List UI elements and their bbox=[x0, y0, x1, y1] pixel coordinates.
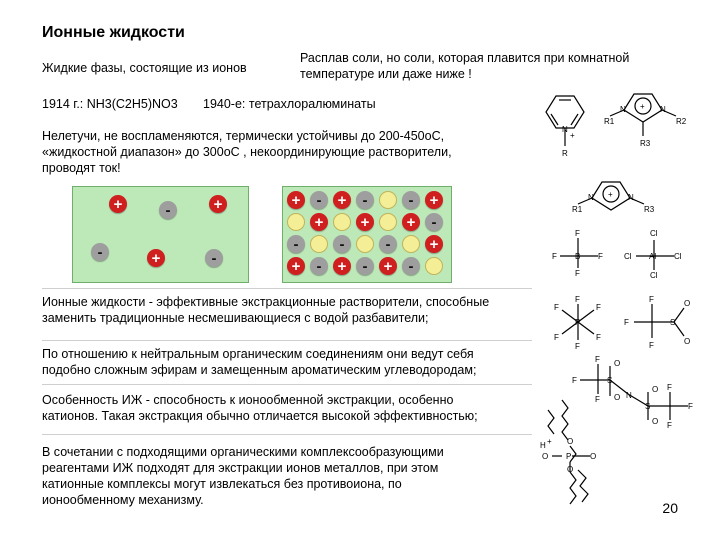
anion-ion: - bbox=[402, 257, 420, 275]
imidazolium-structure-2 bbox=[572, 172, 662, 216]
atom-label: F bbox=[554, 303, 559, 312]
ionic-liquid-panel bbox=[282, 186, 452, 283]
page-number: 20 bbox=[662, 500, 678, 516]
cation-ion: + bbox=[147, 249, 165, 267]
cation-ion: + bbox=[402, 213, 420, 231]
atom-label: N bbox=[562, 125, 568, 134]
atom-label: S bbox=[670, 318, 676, 327]
atom-label: O bbox=[684, 337, 691, 346]
atom-label: N bbox=[660, 105, 666, 114]
paragraph-line: катионные комплексы могут извлекаться без противоиона, по bbox=[42, 477, 402, 491]
atom-label: N bbox=[626, 391, 632, 400]
atom-label: F bbox=[596, 333, 601, 342]
atom-label: Cl bbox=[674, 252, 682, 261]
definition-right bbox=[300, 50, 700, 82]
anion-ion: - bbox=[356, 257, 374, 275]
paragraph-line: По отношению к нейтральным органическим соединениям они ведут себя bbox=[42, 347, 474, 361]
neutral-molecule bbox=[379, 191, 397, 209]
atom-label: P bbox=[575, 318, 581, 327]
substituent-label: R3 bbox=[644, 205, 655, 214]
atom-label: O bbox=[684, 299, 691, 308]
paragraph-line: заменить традиционные несмешивающиеся с водой разбавители; bbox=[42, 311, 429, 325]
atom-label: O bbox=[652, 417, 659, 426]
history-1940: 1940-е: тетрахлоралюминаты bbox=[203, 97, 376, 111]
charge-label: + bbox=[547, 437, 552, 446]
atom-label: F bbox=[596, 303, 601, 312]
neutral-molecule bbox=[356, 235, 374, 253]
neutral-molecule bbox=[379, 213, 397, 231]
cation-ion: + bbox=[287, 257, 305, 275]
extractant-structure bbox=[540, 396, 610, 516]
paragraph-ion-exchange bbox=[42, 392, 542, 424]
cation-ion: + bbox=[425, 235, 443, 253]
atom-label: O bbox=[614, 359, 621, 368]
charge-label: + bbox=[570, 131, 575, 140]
substituent-label: R1 bbox=[572, 205, 583, 214]
anion-ion: - bbox=[402, 191, 420, 209]
history-1914: 1914 г.: NH3(C2H5)NO3 bbox=[42, 97, 178, 111]
anion-ion: - bbox=[333, 235, 351, 253]
atom-label: Cl bbox=[624, 252, 632, 261]
atom-label: B bbox=[575, 252, 581, 261]
atom-label: F bbox=[595, 355, 600, 364]
atom-label: N bbox=[628, 193, 634, 202]
divider bbox=[42, 384, 532, 385]
substituent-label: R3 bbox=[640, 139, 651, 148]
tetrafluoroborate-structure bbox=[552, 228, 612, 278]
anion-ion: - bbox=[425, 213, 443, 231]
definition-right-line-1: Расплав соли, но соли, которая плавится при комнатной bbox=[300, 51, 630, 65]
substituent-label: R2 bbox=[676, 117, 687, 126]
cation-ion: + bbox=[425, 191, 443, 209]
atom-label: F bbox=[575, 295, 580, 304]
cation-ion: + bbox=[109, 195, 127, 213]
neutral-molecule bbox=[310, 235, 328, 253]
atom-label: O bbox=[567, 465, 574, 474]
atom-label: F bbox=[572, 376, 577, 385]
substituent-label: R bbox=[562, 149, 568, 158]
paragraph-line: ионообменному механизму. bbox=[42, 493, 204, 507]
paragraph-line: В сочетании с подходящими органическими комплексообразующими bbox=[42, 445, 444, 459]
properties-line-2: «жидкостной диапазон» до 300oC , некоординирующие растворители, bbox=[42, 145, 452, 159]
atom-label: F bbox=[624, 318, 629, 327]
anion-ion: - bbox=[310, 257, 328, 275]
cation-ion: + bbox=[356, 213, 374, 231]
anion-ion: - bbox=[310, 191, 328, 209]
paragraph-line: Особенность ИЖ - способность к ионообменной экстракции, особенно bbox=[42, 393, 454, 407]
atom-label: N bbox=[588, 193, 594, 202]
paragraph-line: реагентами ИЖ подходят для экстракции ионов металлов, при этом bbox=[42, 461, 439, 475]
cation-ion: + bbox=[333, 191, 351, 209]
neutral-molecule bbox=[425, 257, 443, 275]
definition-right-line-2: температуре или даже ниже ! bbox=[300, 67, 472, 81]
hexafluorophosphate-structure bbox=[548, 294, 612, 350]
atom-label: O bbox=[614, 393, 621, 402]
paragraph-line: подобно сложным эфирам и замещенным ароматическим углеводородам; bbox=[42, 363, 477, 377]
atom-label: F bbox=[554, 333, 559, 342]
cation-ion: + bbox=[379, 257, 397, 275]
neutral-molecule bbox=[402, 235, 420, 253]
atom-label: F bbox=[598, 252, 603, 261]
atom-label: O bbox=[590, 452, 597, 461]
atom-label: Cl bbox=[650, 271, 658, 280]
cation-ion: + bbox=[287, 191, 305, 209]
anion-ion: - bbox=[205, 249, 223, 267]
divider bbox=[42, 288, 532, 289]
atom-label: F bbox=[649, 341, 654, 350]
paragraph-extraction bbox=[42, 294, 542, 326]
triflate-structure bbox=[624, 294, 696, 350]
cation-ion: + bbox=[333, 257, 351, 275]
divider bbox=[42, 340, 532, 341]
anion-ion: - bbox=[379, 235, 397, 253]
paragraph-line: катионов. Такая экстракция обычно отличается высокой эффективностью; bbox=[42, 409, 478, 423]
properties-line-1: Нелетучи, не воспламеняются, термически устойчивы до 200-450oC, bbox=[42, 129, 445, 143]
slide-title: Ионные жидкости bbox=[42, 24, 185, 41]
properties-block bbox=[42, 128, 512, 176]
atom-label: O bbox=[542, 452, 549, 461]
charge-label: + bbox=[640, 102, 645, 111]
neutral-molecule bbox=[333, 213, 351, 231]
atom-label: P bbox=[566, 452, 572, 461]
atom-label: Cl bbox=[650, 229, 658, 238]
anion-ion: - bbox=[287, 235, 305, 253]
imidazolium-structure bbox=[604, 84, 694, 154]
atom-label: F bbox=[649, 295, 654, 304]
paragraph-line: Ионные жидкости - эффективные экстракционные растворители, способные bbox=[42, 295, 490, 309]
properties-line-3: проводят ток! bbox=[42, 161, 121, 175]
atom-label: S bbox=[607, 376, 613, 385]
atom-label: F bbox=[667, 421, 672, 430]
atom-label: F bbox=[595, 395, 600, 404]
atom-label: F bbox=[575, 342, 580, 351]
paragraph-neutral bbox=[42, 346, 542, 378]
atom-label: F bbox=[575, 269, 580, 278]
atom-label: N bbox=[620, 105, 626, 114]
atom-label: O bbox=[567, 437, 574, 446]
atom-label: F bbox=[552, 252, 557, 261]
anion-ion: - bbox=[159, 201, 177, 219]
anion-ion: - bbox=[91, 243, 109, 261]
atom-label: F bbox=[688, 402, 693, 411]
paragraph-metals bbox=[42, 444, 542, 508]
pyridinium-structure bbox=[540, 94, 600, 166]
atom-label: Al bbox=[649, 252, 657, 261]
charge-label: + bbox=[608, 190, 613, 199]
anion-ion: - bbox=[356, 191, 374, 209]
neutral-molecule bbox=[287, 213, 305, 231]
substituent-label: R1 bbox=[604, 117, 615, 126]
atom-label: O bbox=[652, 385, 659, 394]
tetrachloroaluminate-structure bbox=[624, 228, 694, 280]
divider bbox=[42, 434, 532, 435]
definition-left: Жидкие фазы, состоящие из ионов bbox=[42, 61, 247, 75]
atom-label: S bbox=[645, 402, 651, 411]
cation-ion: + bbox=[310, 213, 328, 231]
cation-ion: + bbox=[209, 195, 227, 213]
solid-salt-panel bbox=[72, 186, 249, 283]
atom-label: F bbox=[667, 383, 672, 392]
atom-label: F bbox=[575, 229, 580, 238]
atom-label: H bbox=[540, 441, 546, 450]
